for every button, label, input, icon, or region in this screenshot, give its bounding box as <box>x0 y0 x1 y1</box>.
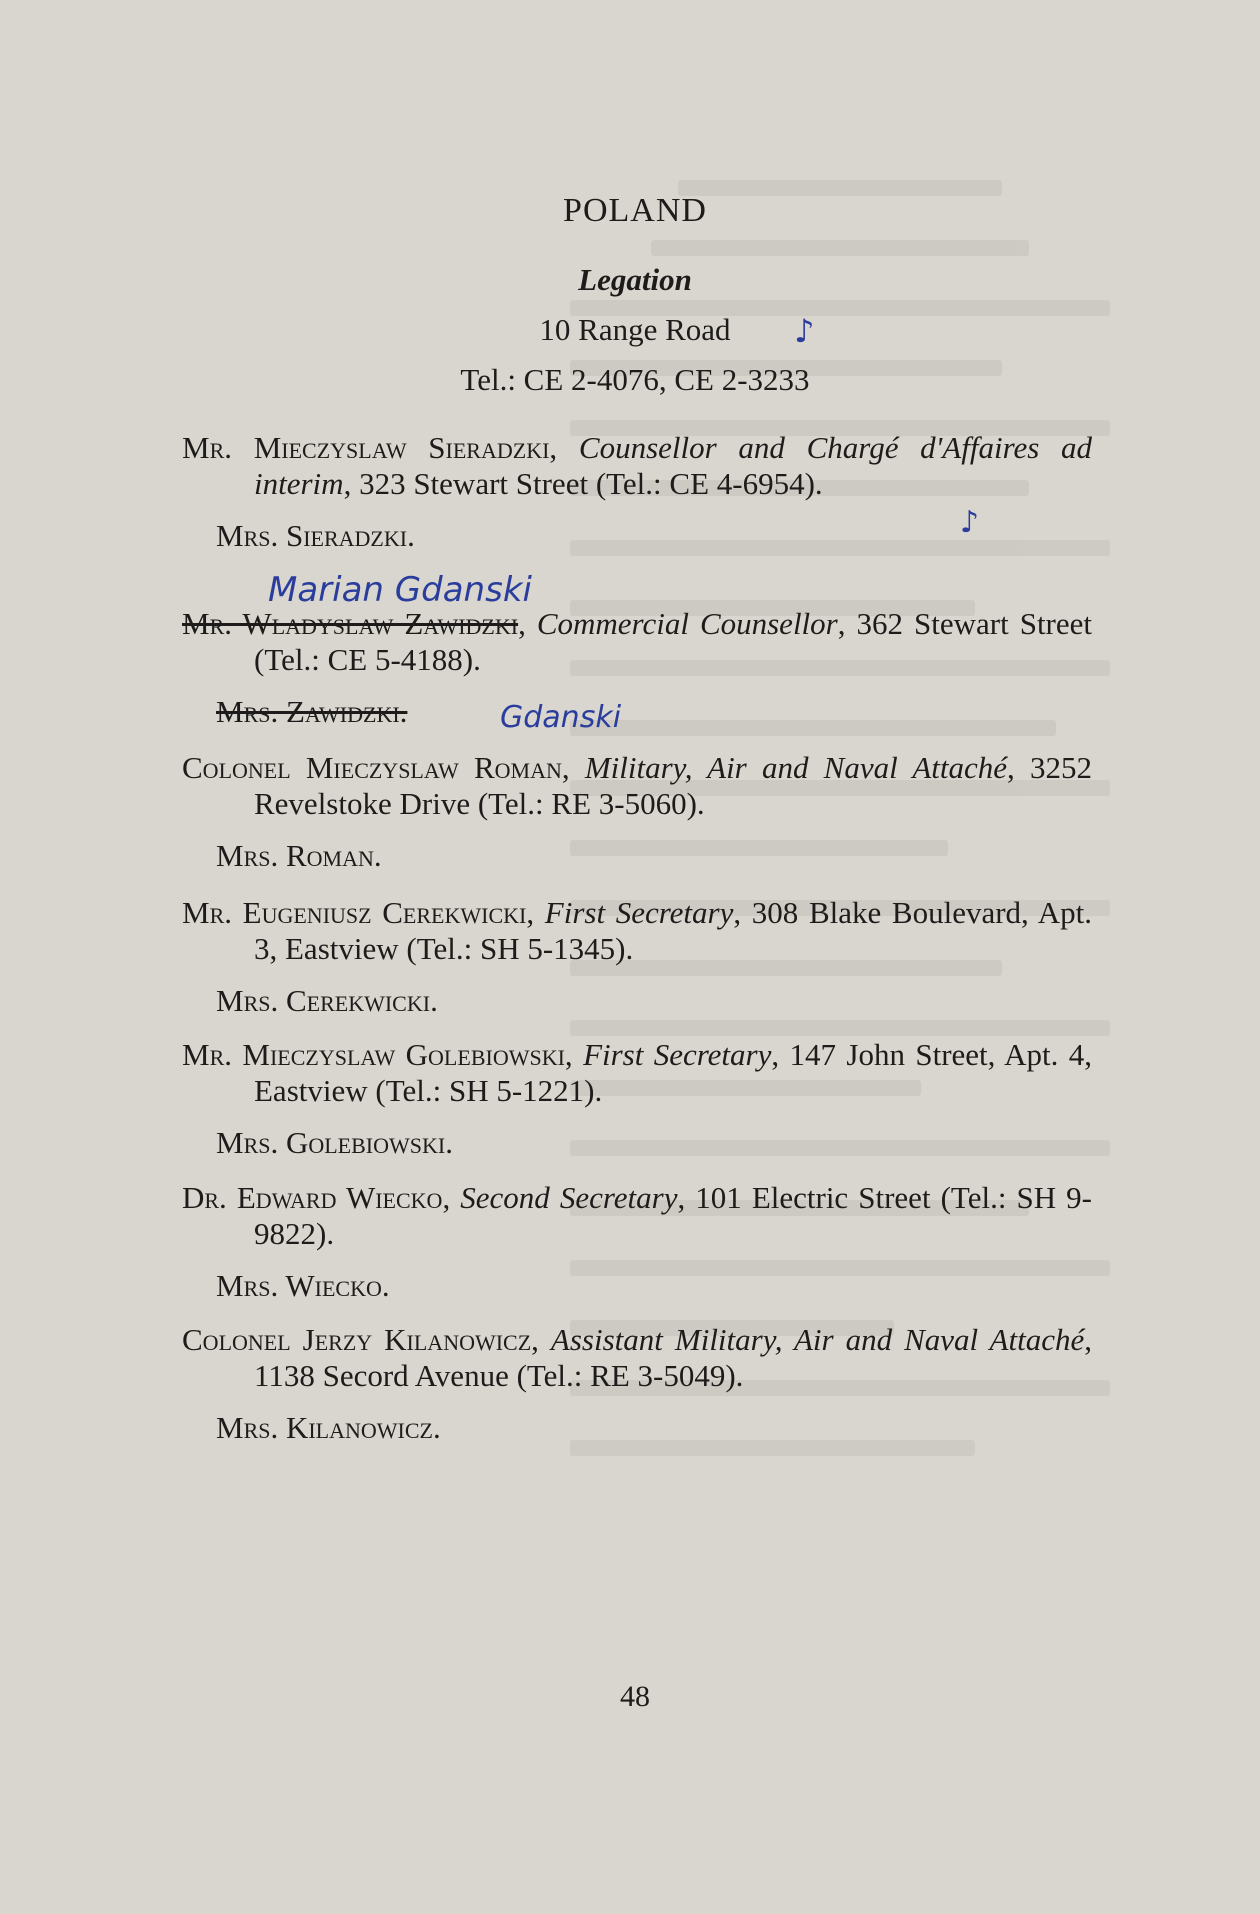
entry-sieradzki: Mr. Mieczyslaw Sieradzki, Counsellor and Chargé d'Affaires ad interim, 323 Stewart Street (Tel.: CE 4-6954). Mrs. Sieradzki. <box>182 430 1093 553</box>
entry-kilanowicz: Colonel Jerzy Kilanowicz, Assistant Military, Air and Naval Attaché, 1138 Secord Avenue (Tel.: RE 3-5049). Mrs. Kilanowicz. <box>182 1322 1092 1445</box>
entry-name: Mr. Mieczyslaw Sieradzki <box>182 430 550 465</box>
entry-roman: Colonel Mieczyslaw Roman, Military, Air and Naval Attaché, 3252 Revelstoke Drive (Tel.: RE 3-5060). Mrs. Roman. <box>182 750 1093 873</box>
entry-details: 308 Blake Boulevard, Apt. 3, Eastview (Tel.: SH 5-1345). <box>254 895 1093 966</box>
handwritten-name: Marian Gdanski <box>268 570 532 610</box>
entry-name: Mr. Eugeniusz Cerekwicki <box>182 895 527 930</box>
entry-details: 101 Electric Street (Tel.: SH 9-9822). <box>254 1180 1093 1251</box>
entry-name: Colonel Mieczyslaw Roman <box>182 750 562 785</box>
page-number: 48 <box>620 1680 650 1713</box>
entry-title: Assistant Military, Air and Naval Attaché <box>550 1322 1085 1357</box>
entry-name: Dr. Edward Wiecko <box>182 1180 443 1215</box>
entry-spouse: Mrs. Cerekwicki. <box>216 983 438 1018</box>
entry-title: Second Secretary <box>460 1180 678 1215</box>
entry-golebiowski: Mr. Mieczyslaw Golebiowski, First Secretary, 147 John Street, Apt. 4, Eastview (Tel.: SH 5-1221). Mrs. Golebiowski. <box>182 1037 1092 1160</box>
country-heading: POLAND <box>563 192 707 229</box>
entry-spouse: Mrs. Zawidzki. <box>216 694 408 729</box>
entry-details: 1138 Secord Avenue (Tel.: RE 3-5049). <box>254 1358 744 1393</box>
handwritten-check-mark: ♪ <box>794 312 815 350</box>
entry-spouse: Mrs. Golebiowski. <box>216 1125 453 1160</box>
entry-title: First Secretary <box>544 895 734 930</box>
entry-cerekwicki: Mr. Eugeniusz Cerekwicki, First Secretary, 308 Blake Boulevard, Apt. 3, Eastview (Tel.: SH 5-1345). Mrs. Cerekwicki. <box>182 895 1093 1018</box>
entry-details: 323 Stewart Street (Tel.: CE 4-6954). <box>359 466 823 501</box>
office-heading: Legation <box>578 262 692 297</box>
entry-title: Counsellor and Chargé d'Affaires ad interim <box>254 430 1093 501</box>
entry-title: Military, Air and Naval Attaché <box>584 750 1008 785</box>
entry-zawidzki: Mr. Wladyslaw Zawidzki, Commercial Counsellor, 362 Stewart Street (Tel.: CE 5-4188). Mrs. Zawidzki. <box>182 606 1093 729</box>
entry-details: 3252 Revelstoke Drive (Tel.: RE 3-5060). <box>254 750 1093 821</box>
entry-spouse: Mrs. Roman. <box>216 838 382 873</box>
handwritten-surname: Gdanski <box>500 700 622 735</box>
handwritten-check-mark: ♪ <box>960 505 980 540</box>
office-telephone: Tel.: CE 2-4076, CE 2-3233 <box>460 362 810 397</box>
entry-spouse: Mrs. Wiecko. <box>216 1268 390 1303</box>
entry-name: Mr. Mieczyslaw Golebiowski <box>182 1037 565 1072</box>
entry-title: Commercial Counsellor <box>536 606 838 641</box>
entry-details: 147 John Street, Apt. 4, Eastview (Tel.: SH 5-1221). <box>254 1037 1092 1108</box>
entry-spouse: Mrs. Kilanowicz. <box>216 1410 441 1445</box>
entry-wiecko: Dr. Edward Wiecko, Second Secretary, 101 Electric Street (Tel.: SH 9-9822). Mrs. Wiecko. <box>182 1180 1093 1303</box>
entry-details: 362 Stewart Street (Tel.: CE 5-4188). <box>254 606 1093 677</box>
entry-name: Mr. Wladyslaw Zawidzki <box>182 606 519 641</box>
entry-name: Colonel Jerzy Kilanowicz <box>182 1322 532 1357</box>
entry-title: First Secretary <box>583 1037 772 1072</box>
office-address: 10 Range Road <box>539 312 731 347</box>
entry-spouse: Mrs. Sieradzki. <box>216 518 415 553</box>
